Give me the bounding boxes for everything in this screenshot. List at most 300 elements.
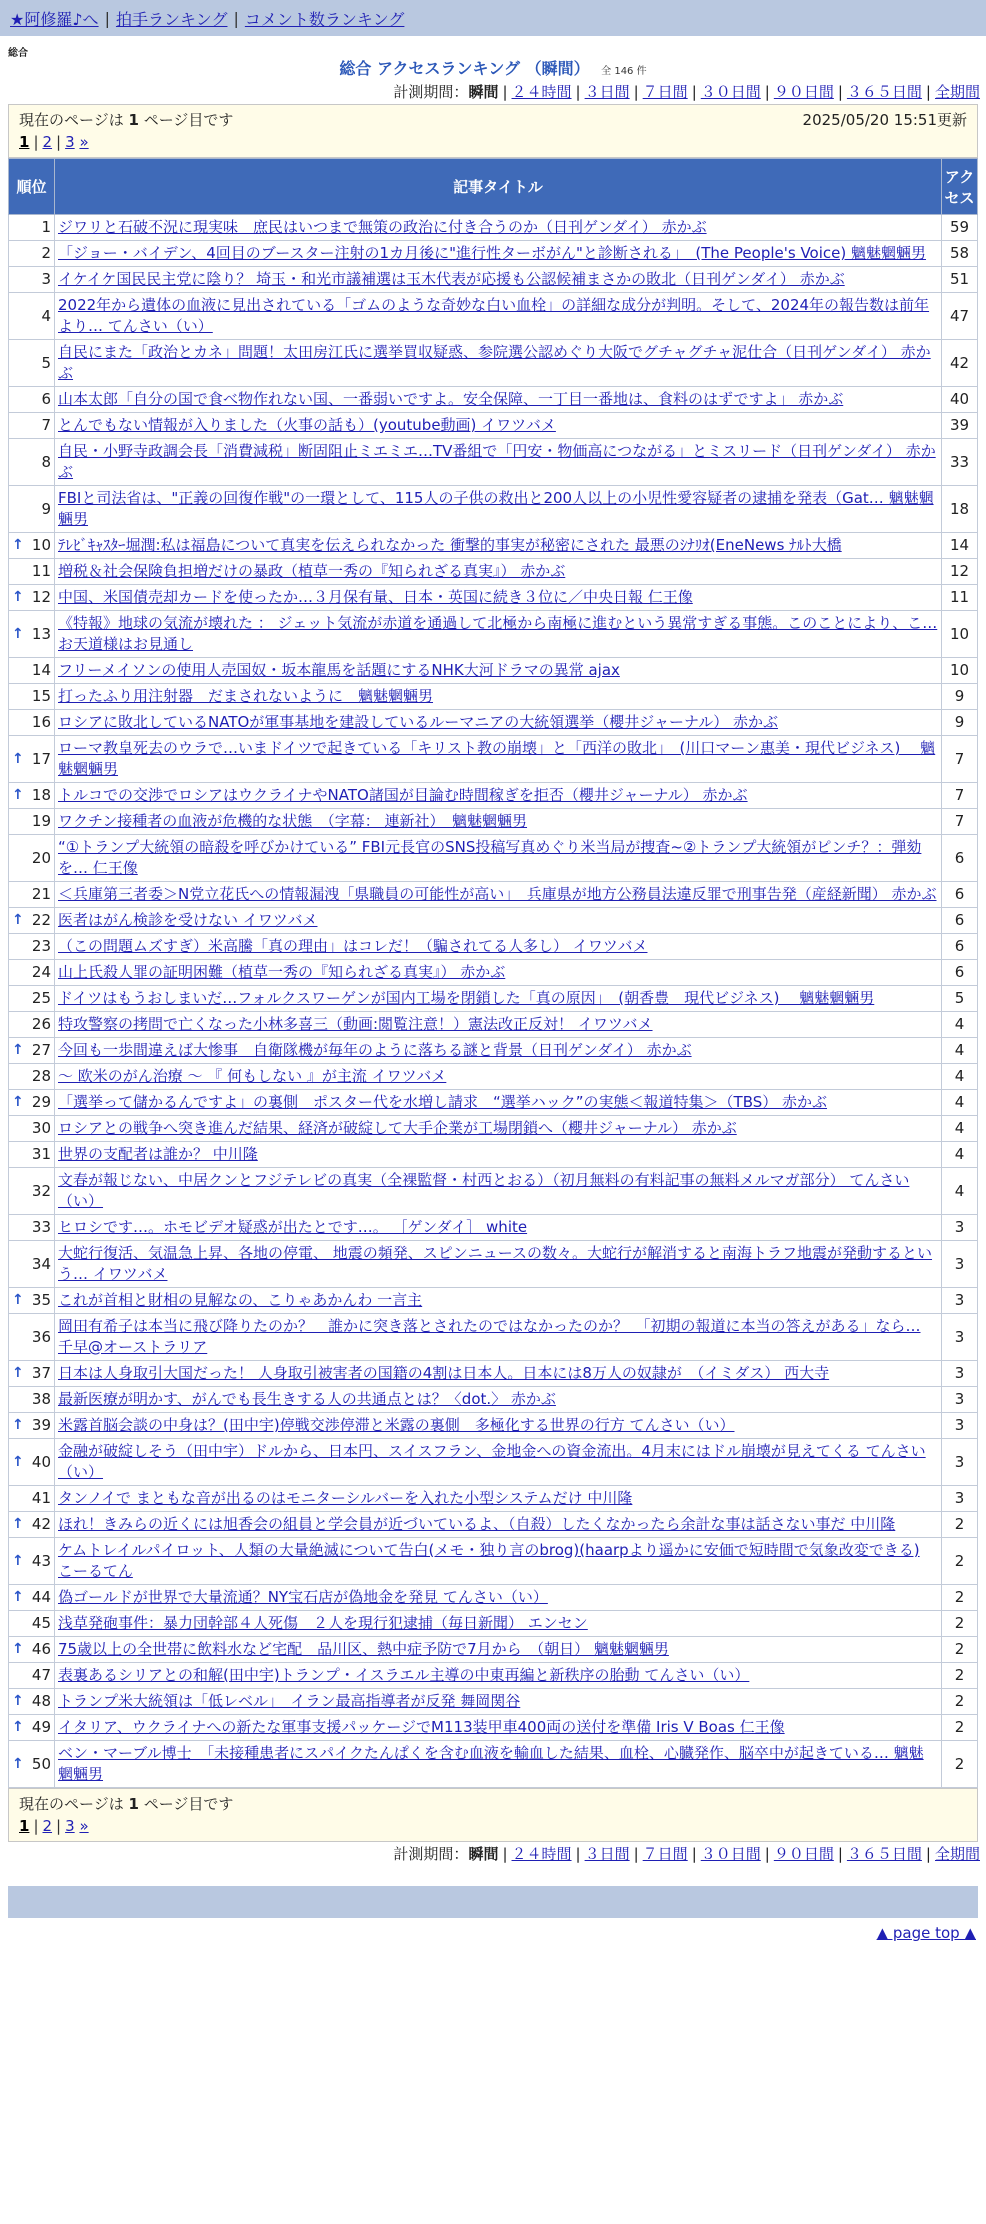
article-title-link[interactable]: ベン・マーブル博士 「未接種患者にスパイクたんぱくを含む血液を輸血した結果、血栓、心臓発作、脳卒中が起きている… 魑魅魍魎男 [58, 1744, 924, 1783]
rank-cell [9, 1689, 55, 1715]
table-row [9, 882, 978, 908]
table-row [9, 934, 978, 960]
rank-number: 42 [31, 1515, 51, 1533]
article-title-link[interactable]: 日本は人身取引大国だった！ 人身取引被害者の国籍の4割は日本人。日本には8万人の奴隷が （イミダス） 西大寺 [58, 1364, 830, 1382]
rank-number: 34 [31, 1254, 51, 1273]
period-separator: | [691, 1845, 697, 1863]
rank-cell [9, 1741, 55, 1788]
article-title-link[interactable]: 山本太郎「自分の国で食べ物作れない国、一番弱いですよ。安全保障、一丁目一番地は、食料のはずですよ」 赤かぶ [58, 390, 844, 408]
period-separator: | [837, 83, 843, 101]
rank-cell [9, 1439, 55, 1486]
period-link[interactable]: ３６５日間 [846, 1845, 922, 1863]
table-row [9, 1486, 978, 1512]
pager-separator: | [33, 133, 39, 151]
title-cell [55, 835, 942, 882]
rank-up-arrow-icon: ↑ [12, 1042, 24, 1058]
article-title-link[interactable]: 自民・小野寺政調会長「消費減税」断固阻止ミエミエ…TV番組で「円安・物価高につながる」とミスリード（日刊ゲンダイ） 赤かぶ [58, 442, 936, 481]
rank-cell [9, 1538, 55, 1585]
page-top-area [0, 1918, 986, 1946]
period-link[interactable]: ７日間 [642, 1845, 688, 1863]
rank-up-arrow-icon: ↑ [12, 1292, 24, 1308]
pager-next-link[interactable]: » [79, 133, 89, 151]
title-cell [55, 882, 942, 908]
rank-cell [9, 215, 55, 241]
page-status-prefix: 現在のページは [19, 111, 124, 129]
period-label: 計測期間： [393, 83, 469, 101]
rank-column-header: 順位 [9, 159, 55, 215]
table-row [9, 1241, 978, 1288]
page-info-top [8, 104, 978, 158]
access-count: 4 [942, 1064, 978, 1090]
access-count: 7 [942, 809, 978, 835]
pager-page-link[interactable]: 2 [42, 133, 53, 151]
title-cell [55, 1637, 942, 1663]
page-status-row [19, 1793, 967, 1815]
rank-up-arrow-icon: ↑ [12, 1516, 24, 1532]
article-title-link[interactable]: ほれ！きみらの近くには旭香会の組員と学会員が近づいているよ、（自殺）したくなかったら余計な事は話さない事だ 中川隆 [58, 1515, 896, 1533]
rank-cell [9, 340, 55, 387]
table-row [9, 1663, 978, 1689]
period-link[interactable]: ３日間 [584, 83, 630, 101]
period-separator: | [502, 83, 508, 101]
pager-separator: | [56, 133, 62, 151]
table-row [9, 658, 978, 684]
article-title-link[interactable]: 金融が破綻しそう（田中宇）ドルから、日本円、スイスフラン、金地金への資金流出。4月末にはドル崩壊が見えてくる てんさい（い） [58, 1442, 926, 1481]
period-link[interactable]: ７日間 [642, 83, 688, 101]
access-count: 2 [942, 1585, 978, 1611]
pager-page-link[interactable]: 3 [65, 133, 75, 151]
table-row [9, 736, 978, 783]
period-link[interactable]: ２４時間 [511, 1845, 572, 1863]
title-cell [55, 1012, 942, 1038]
page-status [19, 109, 233, 131]
rank-cell [9, 1715, 55, 1741]
title-cell [55, 1361, 942, 1387]
rank-cell [9, 1512, 55, 1538]
rank-number: 23 [31, 937, 51, 955]
title-cell [55, 658, 942, 684]
rank-cell [9, 293, 55, 340]
article-title-link[interactable]: “①トランプ大統領の暗殺を呼びかけている” FBI元長官のSNS投稿写真めぐり米当局が捜査~②トランプ大統領がピンチ？：弾劾を… 仁王像 [58, 838, 922, 877]
article-title-link[interactable]: 偽ゴールドが世界で大量流通？NY宝石店が偽地金を発見 てんさい（い） [58, 1588, 548, 1606]
table-row [9, 1413, 978, 1439]
title-cell [55, 1486, 942, 1512]
rank-up-arrow-icon: ↑ [12, 589, 24, 605]
rank-cell [9, 1012, 55, 1038]
article-title-link[interactable]: ～ 欧米のがん治療 ～ 『 何もしない 』が主流 イワツバメ [58, 1067, 447, 1085]
article-title-link[interactable]: 表裏あるシリアとの和解(田中宇)トランプ・イスラエル主導の中東再編と新秩序の胎動 てんさい（い） [58, 1666, 750, 1684]
rank-number: 25 [31, 989, 51, 1007]
title-cell [55, 783, 942, 809]
table-row [9, 1538, 978, 1585]
rank-up-arrow-icon: ↑ [12, 750, 24, 767]
pager-current: 1 [19, 1817, 30, 1835]
page-status-number: 1 [128, 1795, 139, 1813]
rank-cell [9, 658, 55, 684]
title-cell [55, 215, 942, 241]
rank-number: 1 [41, 218, 51, 236]
pager-page-link[interactable]: 3 [65, 1817, 75, 1835]
rank-cell [9, 585, 55, 611]
period-separator: | [764, 83, 770, 101]
article-title-link[interactable]: （この問題ムズすぎ）米高騰「真の理由」はコレだ！（騙されてる人多し） イワツバメ [58, 937, 648, 955]
access-count: 10 [942, 658, 978, 684]
period-link[interactable]: ９０日間 [773, 83, 834, 101]
rank-cell [9, 835, 55, 882]
period-separator: | [633, 1845, 639, 1863]
article-title-link[interactable]: 文春が報じない、中居クンとフジテレビの真実（全裸監督・村西とおる）（初月無料の有料記事の無料メルマガ部分） てんさい（い） [58, 1171, 910, 1210]
table-row [9, 1387, 978, 1413]
rank-number: 44 [31, 1588, 51, 1606]
rank-number: 28 [31, 1067, 51, 1085]
access-count: 39 [942, 413, 978, 439]
page-info-bottom [8, 1788, 978, 1842]
table-row [9, 387, 978, 413]
rank-number: 43 [31, 1551, 51, 1570]
article-title-link[interactable]: 世界の支配者は誰か？ 中川隆 [58, 1145, 258, 1163]
rank-up-arrow-icon: ↑ [12, 1094, 24, 1110]
title-cell [55, 1512, 942, 1538]
period-separator: | [691, 83, 697, 101]
access-count: 9 [942, 684, 978, 710]
rank-cell [9, 1288, 55, 1314]
article-title-link[interactable]: 打ったふり用注射器 だまされないように 魑魅魍魎男 [58, 687, 434, 705]
rank-number: 4 [41, 306, 51, 325]
pager-current: 1 [19, 133, 30, 151]
table-row [9, 1439, 978, 1486]
rank-cell [9, 1064, 55, 1090]
table-row [9, 1116, 978, 1142]
article-title-link[interactable]: トランプ米大統領は「低レベル」 イラン最高指導者が反発 舞岡関谷 [58, 1692, 521, 1710]
article-title-link[interactable]: ドイツはもうおしまいだ…フォルクスワーゲンが国内工場を閉鎖した「真の原因」 (朝香豊 現代ビジネス) 魑魅魍魎男 [58, 989, 875, 1007]
article-title-link[interactable]: 「ジョー・バイデン、4回目のブースター注射の1カ月後に"進行性ターボがん"と診断される」 (The People's Voice) 魑魅魍魎男 [58, 244, 926, 262]
rank-number: 45 [31, 1614, 51, 1632]
page-title-text: 総合 アクセスランキング （瞬間） [339, 59, 590, 78]
page-title [0, 58, 986, 80]
article-title-link[interactable]: 医者はがん検診を受けない イワツバメ [58, 911, 318, 929]
table-row [9, 809, 978, 835]
title-cell [55, 960, 942, 986]
access-count: 2 [942, 1512, 978, 1538]
title-cell [55, 387, 942, 413]
rank-cell [9, 1168, 55, 1215]
table-row [9, 1361, 978, 1387]
period-separator: | [502, 1845, 508, 1863]
footer-bar [8, 1886, 978, 1918]
pager-separator: | [56, 1817, 62, 1835]
rank-up-arrow-icon: ↑ [12, 787, 24, 803]
article-title-link[interactable]: 大蛇行復活、気温急上昇、各地の停電、 地震の頻発、スピンニュースの数々。大蛇行が解消すると南海トラフ地震が発動するという… イワツバメ [58, 1244, 933, 1283]
article-title-link[interactable]: ロシアとの戦争へ突き進んだ結果、経済が破綻して大手企業が工場閉鎖へ（櫻井ジャーナル） 赤かぶ [58, 1119, 737, 1137]
access-count: 2 [942, 1611, 978, 1637]
rank-number: 11 [31, 562, 51, 580]
access-count: 4 [942, 1142, 978, 1168]
title-cell [55, 986, 942, 1012]
table-row [9, 1142, 978, 1168]
rank-number: 24 [31, 963, 51, 981]
title-cell [55, 1741, 942, 1788]
access-count: 6 [942, 835, 978, 882]
rank-number: 20 [31, 848, 51, 867]
article-title-link[interactable]: 最新医療が明かす、がんでも長生きする人の共通点とは？〈dot.〉 赤かぶ [58, 1390, 556, 1408]
rank-up-arrow-icon: ↑ [12, 537, 24, 553]
rank-cell [9, 736, 55, 783]
rank-number: 36 [31, 1327, 51, 1346]
rank-cell [9, 486, 55, 533]
rank-number: 49 [31, 1718, 51, 1736]
rank-number: 48 [31, 1692, 51, 1710]
rank-cell [9, 439, 55, 486]
access-count: 10 [942, 611, 978, 658]
page-status-suffix: ページ目です [143, 111, 234, 129]
period-separator: | [764, 1845, 770, 1863]
article-title-link[interactable]: 米露首脳会談の中身は？(田中宇)停戦交渉停滞と米露の裏側 多極化する世界の行方 てんさい（い） [58, 1416, 735, 1434]
rank-cell [9, 1387, 55, 1413]
top-nav-bar [0, 0, 986, 36]
pager [19, 1815, 967, 1837]
period-link[interactable]: ３６５日間 [846, 83, 922, 101]
page-top-link[interactable]: ▲ page top ▲ [876, 1924, 976, 1942]
article-title-link[interactable]: 「選挙って儲かるんですよ」の裏側 ポスター代を水増し請求 “選挙ハック”の実態＜報道特集＞（TBS） 赤かぶ [58, 1093, 828, 1111]
rank-cell [9, 809, 55, 835]
article-title-link[interactable]: イケイケ国民民主党に陰り？ 埼玉・和光市議補選は玉木代表が応援も公認候補まさかの敗北（日刊ゲンダイ） 赤かぶ [58, 270, 845, 288]
access-count: 2 [942, 1689, 978, 1715]
rank-number: 10 [31, 536, 51, 554]
title-cell [55, 710, 942, 736]
period-link[interactable]: 全期間 [934, 83, 980, 101]
title-cell [55, 1241, 942, 1288]
access-count: 6 [942, 882, 978, 908]
table-row [9, 1215, 978, 1241]
rank-cell [9, 986, 55, 1012]
rank-number: 40 [31, 1452, 51, 1471]
period-current: 瞬間 [468, 1845, 499, 1863]
rank-up-arrow-icon: ↑ [12, 1552, 24, 1569]
article-title-link[interactable]: ＜兵庫第三者委＞N党立花氏への情報漏洩「県職員の可能性が高い」 兵庫県が地方公務員法違反罪で刑事告発（産経新聞） 赤かぶ [58, 885, 937, 903]
page-status [19, 1793, 233, 1815]
period-link[interactable]: ３０日間 [700, 83, 761, 101]
table-row [9, 1585, 978, 1611]
access-count: 3 [942, 1387, 978, 1413]
table-header-row [9, 159, 978, 215]
rank-number: 27 [31, 1041, 51, 1059]
rank-cell [9, 1585, 55, 1611]
access-count: 12 [942, 559, 978, 585]
rank-cell [9, 1142, 55, 1168]
title-cell [55, 1038, 942, 1064]
title-cell [55, 1689, 942, 1715]
title-cell [55, 1215, 942, 1241]
access-count: 3 [942, 1413, 978, 1439]
article-title-link[interactable]: ロシアに敗北しているNATOが軍事基地を建設しているルーマニアの大統領選挙（櫻井ジャーナル） 赤かぶ [58, 713, 779, 731]
rank-up-arrow-icon: ↑ [12, 1693, 24, 1709]
article-title-link[interactable]: 75歳以上の全世帯に飲料水など宅配 品川区、熱中症予防で7月から （朝日） 魑魅魍魎男 [58, 1640, 669, 1658]
article-title-link[interactable]: イタリア、ウクライナへの新たな軍事支援パッケージでM113装甲車400両の送付を準備 Iris V Boas 仁王像 [58, 1718, 785, 1736]
pager-next-link[interactable]: » [79, 1817, 89, 1835]
access-count: 4 [942, 1090, 978, 1116]
article-title-link[interactable]: 今回も一歩間違えば大惨事 自衛隊機が毎年のように落ちる謎と背景（日刊ゲンダイ） 赤かぶ [58, 1041, 692, 1059]
access-count: 11 [942, 585, 978, 611]
rank-cell [9, 413, 55, 439]
nav-separator: | [104, 8, 110, 28]
table-row [9, 1689, 978, 1715]
rank-up-arrow-icon: ↑ [12, 1589, 24, 1605]
table-row [9, 783, 978, 809]
table-row [9, 439, 978, 486]
rank-cell [9, 908, 55, 934]
article-title-link[interactable]: とんでもない情報が入りました（火事の話も）(youtube動画) イワツバメ [58, 416, 556, 434]
rank-cell [9, 1486, 55, 1512]
article-title-link[interactable]: 《特報》地球の気流が壊れた ： ジェット気流が赤道を通過して北極から南極に進むという異常すぎる事態。このことにより、こ… お天道様はお見通し [58, 614, 938, 653]
table-row [9, 413, 978, 439]
access-count: 5 [942, 986, 978, 1012]
title-cell [55, 934, 942, 960]
rank-cell [9, 960, 55, 986]
article-title-link[interactable]: ローマ教皇死去のウラで…いまドイツで起きている「キリスト教の崩壊」と「西洋の敗北」 (川口マーン惠美・現代ビジネス) 魑魅魍魎男 [58, 739, 936, 778]
access-count: 59 [942, 215, 978, 241]
period-link[interactable]: ３０日間 [700, 1845, 761, 1863]
article-title-link[interactable]: 岡田有希子は本当に飛び降りたのか？ 誰かに突き落とされたのではなかったのか？ 「初期の報道に本当の答えがある」なら… 千早@オーストラリア [58, 1317, 921, 1356]
table-row [9, 215, 978, 241]
access-count: 4 [942, 1168, 978, 1215]
title-cell [55, 684, 942, 710]
home-link[interactable]: ★阿修羅♪へ [10, 9, 99, 29]
period-link[interactable]: 全期間 [934, 1845, 980, 1863]
rank-number: 21 [31, 885, 51, 903]
applause-ranking-link[interactable]: 拍手ランキング [115, 9, 228, 29]
title-cell [55, 293, 942, 340]
rank-number: 18 [31, 786, 51, 804]
title-cell [55, 1715, 942, 1741]
access-count: 33 [942, 439, 978, 486]
rank-cell [9, 387, 55, 413]
title-cell [55, 241, 942, 267]
rank-cell [9, 1361, 55, 1387]
rank-cell [9, 267, 55, 293]
article-title-link[interactable]: 自民にまた「政治とカネ」問題！太田房江氏に選挙買収疑惑、参院選公認めぐり大阪でグチャグチャ泥仕合（日刊ゲンダイ） 赤かぶ [58, 343, 931, 382]
table-row [9, 1168, 978, 1215]
period-bar-top [0, 80, 986, 104]
article-title-link[interactable]: 特攻警察の拷問で亡くなった小林多喜三（動画:閲覧注意！）憲法改正反対！ イワツバメ [58, 1015, 653, 1033]
access-count: 3 [942, 1241, 978, 1288]
article-title-link[interactable]: FBIと司法省は、"正義の回復作戦"の一環として、115人の子供の救出と200人以上の小児性愛容疑者の逮捕を発表（Gat… 魑魅魍魎男 [58, 489, 934, 528]
period-link[interactable]: ２４時間 [511, 83, 572, 101]
rank-cell [9, 1663, 55, 1689]
rank-number: 5 [41, 353, 51, 372]
title-cell [55, 1413, 942, 1439]
article-title-link[interactable]: これが首相と財相の見解なの、こりゃあかんわ 一言主 [58, 1291, 423, 1309]
table-row [9, 835, 978, 882]
access-count: 3 [942, 1439, 978, 1486]
pager-page-link[interactable]: 2 [42, 1817, 53, 1835]
title-cell [55, 1288, 942, 1314]
rank-number: 26 [31, 1015, 51, 1033]
rank-number: 29 [31, 1093, 51, 1111]
title-cell [55, 1387, 942, 1413]
rank-number: 50 [31, 1754, 51, 1773]
period-link[interactable]: ９０日間 [773, 1845, 834, 1863]
table-row [9, 1741, 978, 1788]
article-title-link[interactable]: 増税＆社会保険負担増だけの暴政（植草一秀の『知られざる真実』） 赤かぶ [58, 562, 566, 580]
table-row [9, 1512, 978, 1538]
rank-number: 46 [31, 1640, 51, 1658]
access-count: 6 [942, 934, 978, 960]
table-row [9, 1715, 978, 1741]
article-title-link[interactable]: ワクチン接種者の血液が危機的な状態 （字幕： 連新社） 魑魅魍魎男 [58, 812, 528, 830]
title-cell [55, 908, 942, 934]
title-cell [55, 267, 942, 293]
rank-up-arrow-icon: ↑ [12, 1719, 24, 1735]
rank-number: 35 [31, 1291, 51, 1309]
rank-number: 16 [31, 713, 51, 731]
period-bar-bottom [0, 1842, 986, 1866]
rank-cell [9, 934, 55, 960]
rank-number: 41 [31, 1489, 51, 1507]
access-column-header: アクセス [942, 159, 978, 215]
title-cell [55, 1585, 942, 1611]
title-cell [55, 736, 942, 783]
article-title-link[interactable]: ヒロシです…。ホモビデオ疑惑が出たとです…。 ［ゲンダイ］ white [58, 1218, 528, 1236]
rank-cell [9, 1215, 55, 1241]
rank-cell [9, 559, 55, 585]
period-link[interactable]: ３日間 [584, 1845, 630, 1863]
article-title-link[interactable]: ジワリと石破不況に現実味 庶民はいつまで無策の政治に付き合うのか（日刊ゲンダイ） 赤かぶ [58, 218, 707, 236]
title-cell [55, 413, 942, 439]
title-cell [55, 1142, 942, 1168]
ranking-table [8, 158, 978, 1788]
article-title-link[interactable]: ケムトレイルパイロット、人類の大量絶滅について告白(メモ・独り言のbrog)(haarpより遥かに安価で短時間で気象改変できる) こーるてん [58, 1541, 920, 1580]
period-separator: | [925, 83, 931, 101]
period-separator: | [575, 83, 581, 101]
rank-number: 19 [31, 812, 51, 830]
title-cell [55, 1090, 942, 1116]
comment-ranking-link[interactable]: コメント数ランキング [244, 9, 405, 29]
title-cell [55, 611, 942, 658]
title-cell [55, 1611, 942, 1637]
rank-cell [9, 783, 55, 809]
rank-cell [9, 1038, 55, 1064]
table-row [9, 1038, 978, 1064]
article-title-link[interactable]: 中国、米国債売却カードを使ったか…３月保有量、日本・英国に続き３位に／中央日報 仁王像 [58, 588, 693, 606]
table-row [9, 585, 978, 611]
rank-number: 9 [41, 499, 51, 518]
period-separator: | [575, 1845, 581, 1863]
access-count: 47 [942, 293, 978, 340]
article-title-link[interactable]: タンノイで まともな音が出るのはモニターシルバーを入れた小型システムだけ 中川隆 [58, 1489, 633, 1507]
article-title-link[interactable]: ﾃﾚﾋﾞｷｬｽﾀｰ堀潤:私は福島について真実を伝えられなかった 衝撃的事実が秘密にされた 最悪のｼﾅﾘｵ(EneNews ﾅﾙﾄ大橋 [58, 536, 842, 554]
article-title-link[interactable]: 2022年から遺体の血液に見出されている「ゴムのような奇妙な白い血栓」の詳細な成分が判明。そして、2024年の報告数は前年より… てんさい（い） [58, 296, 930, 335]
article-title-link[interactable]: 浅草発砲事件：暴力団幹部４人死傷 ２人を現行犯逮捕（毎日新聞） エンセン [58, 1614, 588, 1632]
article-title-link[interactable]: トルコでの交渉でロシアはウクライナやNATO諸国が目論む時間稼ぎを拒否（櫻井ジャーナル） 赤かぶ [58, 786, 748, 804]
title-cell [55, 1064, 942, 1090]
rank-cell [9, 1116, 55, 1142]
rank-number: 3 [41, 270, 51, 288]
table-row [9, 1288, 978, 1314]
rank-cell [9, 533, 55, 559]
table-row [9, 1064, 978, 1090]
article-title-link[interactable]: フリーメイソンの使用人売国奴・坂本龍馬を話題にするNHK大河ドラマの異常 ajax [58, 661, 620, 679]
table-row [9, 559, 978, 585]
page-status-prefix: 現在のページは [19, 1795, 124, 1813]
rank-up-arrow-icon: ↑ [12, 1453, 24, 1470]
updated-timestamp: 2025/05/20 15:51更新 [802, 111, 967, 129]
rank-number: 17 [31, 749, 51, 768]
period-label: 計測期間： [393, 1845, 469, 1863]
rank-cell [9, 710, 55, 736]
rank-up-arrow-icon: ↑ [12, 1365, 24, 1381]
article-title-link[interactable]: 山上氏殺人罪の証明困難（植草一秀の『知られざる真実』） 赤かぶ [58, 963, 506, 981]
rank-cell [9, 241, 55, 267]
